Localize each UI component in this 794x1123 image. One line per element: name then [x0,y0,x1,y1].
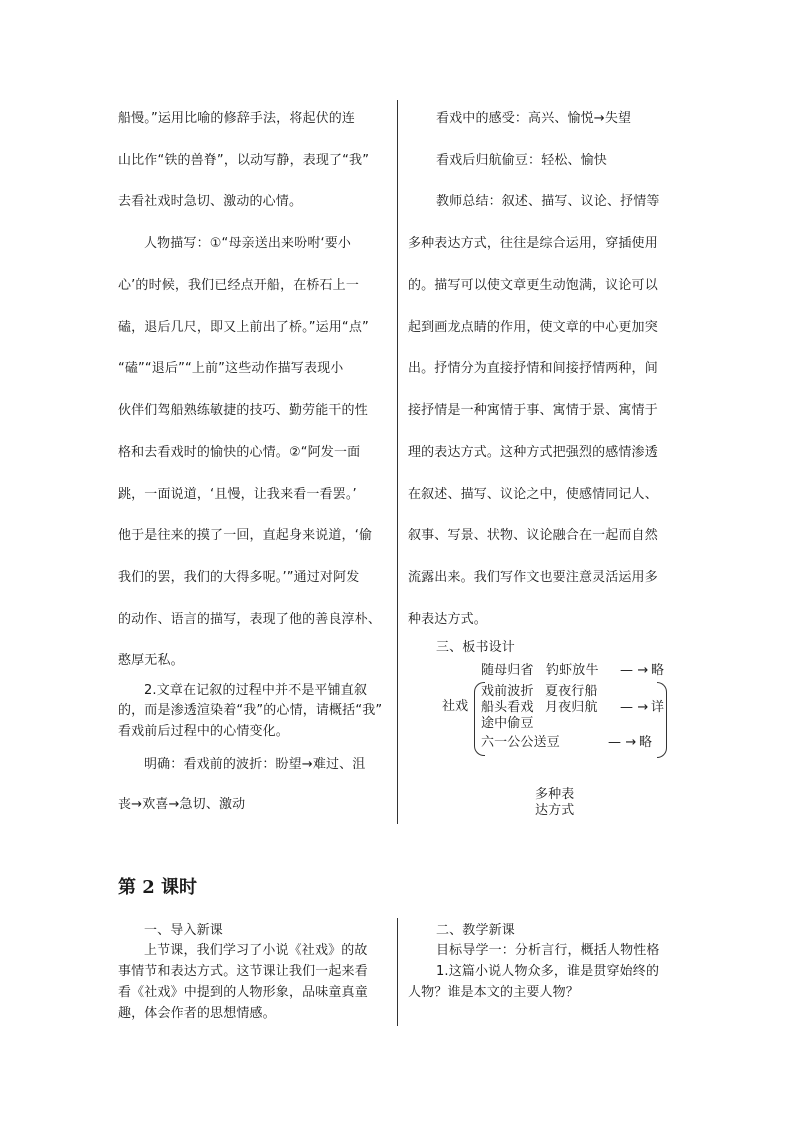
board-footer: 达方式 [535,803,575,818]
text-line: 的动作、语言的描写，表现了他的善良淳朴、 [118,612,382,627]
text-line: 人物？谁是本文的主要人物？ [408,985,579,1000]
board-node: 月夜归航 [545,700,598,715]
text-line: 丧→欢喜→急切、激动 [118,797,246,812]
text-line: 叙事、写景、状物、议论融合在一起而自然 [408,528,658,543]
arrow-icon: — → [620,700,649,715]
text-line: 接抒情是一种寓情于事、寓情于景、寓情于 [408,403,658,418]
arrow-icon: — → [620,663,649,678]
text-line: 他于是往来的摸了一回，直起身来说道，‘偷 [118,528,373,543]
top-right-column [400,0,794,830]
text-line: 看《社戏》中提到的人物形象，品味童真童 [118,985,368,1000]
column-divider-bottom [397,918,398,1026]
text-line: 种表达方式。 [408,612,487,627]
arrow-icon: — → [608,735,637,750]
text-line: 理的表达方式。这种方式把强烈的感情渗透 [408,445,658,460]
text-line: 人物描写：①“母亲送出来吩咐‘要小 [144,236,352,251]
board-tag: 略 [651,663,665,678]
text-line: 上节课，我们学习了小说《社戏》的故 [144,943,368,958]
text-line: 一、导入新课 [144,923,223,938]
column-divider [397,100,398,824]
text-line: 我们的罢，我们的大得多呢。’”通过对阿发 [118,570,360,585]
board-tag: 略 [639,735,653,750]
text-line: 伙伴们驾船熟练敏捷的技巧、勤劳能干的性 [118,403,368,418]
text-line: 在叙述、描写、议论之中，使感情同记人、 [408,487,658,502]
text-line: 多种表达方式，往往是综合运用，穿插使用 [408,236,658,251]
board-footer: 多种表 [535,787,575,802]
section-title: 第 2 课时 [118,877,198,898]
board-design [400,0,794,830]
text-line: 流露出来。我们写作文也要注意灵活运用多 [408,570,658,585]
board-root: 社戏 [442,699,469,714]
text-line: 山比作“铁的兽脊”，以动写静，表现了“我” [118,153,370,168]
text-line: 起到画龙点睛的作用，使文章的中心更加突 [408,320,658,335]
board-title: 三、板书设计 [436,640,515,655]
text-line: 出。抒情分为直接抒情和间接抒情两种，间 [408,361,658,376]
text-line: 磕，退后几尺，即又上前出了桥。”运用“点” [118,320,369,335]
text-line: 1.这篇小说人物众多，谁是贯穿始终的 [436,964,660,979]
board-node: 夏夜行船 [545,684,598,699]
text-line: 去看社戏时急切、激动的心情。 [118,194,303,209]
text-line: 2.文章在记叙的过程中并不是平铺直叙 [144,683,368,698]
board-node: 钓虾放牛 [546,663,599,678]
text-line: 教师总结：叙述、描写、议论、抒情等 [436,194,660,209]
text-line: 看戏中的感受：高兴、愉悦→失望 [436,111,632,126]
text-line: 事情节和表达方式。这节课让我们一起来看 [118,964,368,979]
bottom-left-column [0,910,400,1040]
text-line: 船慢。”运用比喻的修辞手法，将起伏的连 [118,111,356,126]
top-left-column [0,0,400,830]
bottom-right-column [400,910,794,1040]
text-line: 格和去看戏时的愉快的心情。②“阿发一面 [118,445,361,460]
board-node: 途中偷豆 [481,716,534,731]
text-line: 明确：看戏前的波折：盼望→难过、沮 [144,757,366,772]
text-line: 心’的时候，我们已经点开船，在桥石上一 [118,278,359,293]
board-tag: 详 [651,700,665,715]
board-node: 戏前波折 [481,684,534,699]
board-node: 六一公公送豆 [481,735,560,750]
board-node: 随母归省 [481,663,534,678]
text-line: 的，而是渗透渲染着“我”的心情，请概括“我” [118,703,383,718]
text-line: “磕”“退后”“上前”这些动作描写表现小 [118,361,344,376]
text-line: 目标导学一：分析言行，概括人物性格 [436,943,660,958]
text-line: 的。描写可以使文章更生动饱满，议论可以 [408,278,658,293]
text-line: 趣，体会作者的思想情感。 [118,1006,276,1021]
text-line: 跳，一面说道，‘且慢，让我来看一看罢。’ [118,487,357,502]
text-line: 二、教学新课 [436,923,515,938]
right-brace [657,682,667,758]
board-node: 船头看戏 [481,700,534,715]
text-line: 憨厚无私。 [118,653,184,668]
text-line: 看戏前后过程中的心情变化。 [118,724,289,739]
text-line: 看戏后归航偷豆：轻松、愉快 [436,153,607,168]
